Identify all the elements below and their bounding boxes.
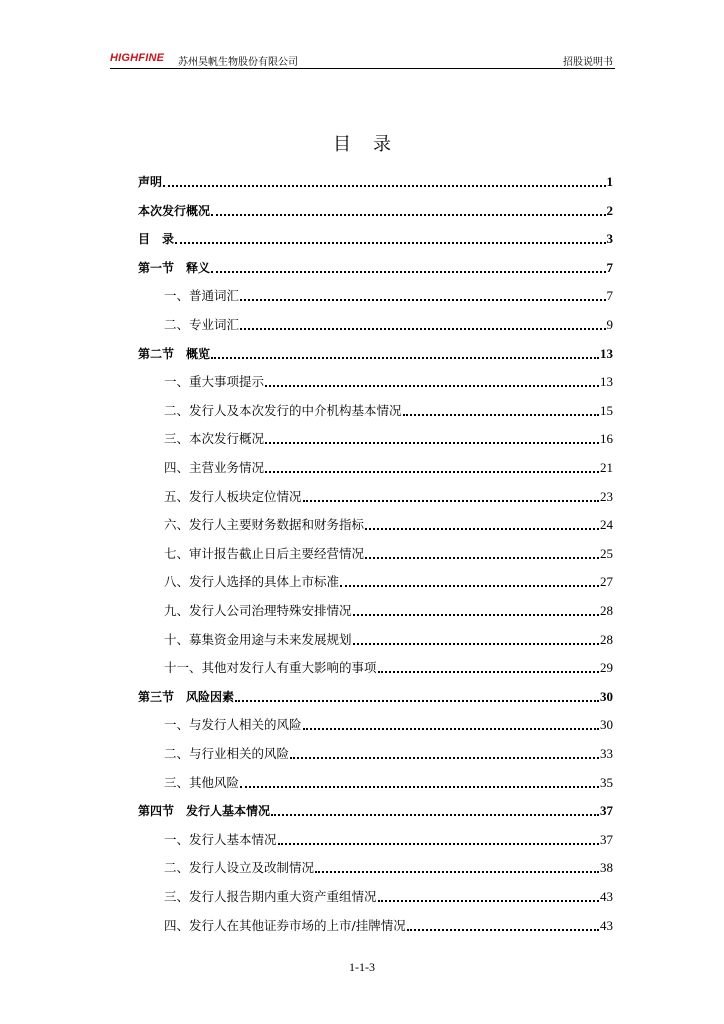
toc-leader-dots — [211, 353, 599, 359]
toc-leader-dots — [211, 267, 605, 273]
toc-leader-dots — [265, 381, 599, 387]
toc-entry-label: 二、专业词汇 — [164, 317, 240, 332]
page-title: 目录 — [333, 134, 413, 155]
toc-entry-label: 第二节 概览 — [138, 346, 211, 361]
toc-entry-page: 27 — [600, 574, 613, 590]
toc-section-entry[interactable] — [138, 656, 613, 676]
toc-leader-dots — [303, 724, 599, 730]
toc-entry-label: 五、发行人板块定位情况 — [164, 488, 302, 504]
page-number: 1-1-3 — [349, 960, 375, 974]
toc-leader-dots — [315, 867, 599, 873]
toc-entry-page: 13 — [600, 345, 613, 361]
toc-entry-label: 十一、其他对发行人有重大影响的事项 — [164, 660, 377, 676]
toc-section-entry[interactable] — [138, 370, 613, 390]
toc-section-entry[interactable] — [138, 914, 613, 934]
company-name: 苏州昊帆生物股份有限公司 — [178, 57, 298, 68]
toc-section-entry[interactable] — [138, 742, 613, 762]
toc-entry-page: 24 — [600, 517, 613, 533]
toc-entry-label: 第三节 风险因素 — [138, 689, 235, 704]
toc-entry-page: 25 — [600, 545, 613, 561]
toc-leader-dots — [403, 410, 599, 416]
toc-leader-dots — [265, 438, 599, 444]
toc-section-entry[interactable] — [138, 427, 613, 447]
toc-entry-page: 37 — [600, 803, 613, 819]
toc-leader-dots — [365, 524, 599, 530]
toc-leader-dots — [353, 610, 599, 616]
toc-entry-page: 2 — [606, 202, 613, 218]
toc-leader-dots — [240, 295, 605, 301]
toc-entry-page: 35 — [600, 774, 613, 790]
toc-entry-page: 3 — [606, 231, 613, 247]
toc-section-entry[interactable] — [138, 570, 613, 590]
toc-leader-dots — [235, 696, 599, 702]
toc-entry-label: 十、募集资金用途与未来发展规划 — [164, 631, 352, 647]
toc-chapter-entry[interactable] — [138, 685, 613, 705]
toc-leader-dots — [211, 210, 605, 216]
toc-entry-page: 30 — [600, 688, 613, 704]
toc-entry-page: 43 — [600, 917, 613, 933]
toc-section-entry[interactable] — [138, 399, 613, 419]
toc-entry-label: 一、重大事项提示 — [164, 374, 265, 390]
toc-entry-label: 九、发行人公司治理特殊安排情况 — [164, 603, 352, 618]
toc-section-entry[interactable] — [138, 599, 613, 619]
toc-entry-page: 9 — [606, 317, 613, 332]
page-header — [110, 50, 615, 69]
toc-entry-label: 七、审计报告截止日后主要经营情况 — [164, 545, 365, 561]
toc-leader-dots — [240, 324, 605, 330]
toc-leader-dots — [365, 553, 599, 559]
toc-entry-page: 7 — [606, 259, 613, 275]
toc-entry-page: 33 — [600, 746, 613, 761]
toc-entry-page: 38 — [600, 860, 613, 876]
toc-entry-page: 13 — [600, 374, 613, 390]
toc-entry-page: 37 — [600, 831, 613, 847]
toc-entry-page: 28 — [600, 603, 613, 618]
toc-entry-page: 23 — [600, 488, 613, 504]
toc-chapter-entry[interactable] — [138, 799, 613, 819]
toc-leader-dots — [265, 467, 599, 473]
toc-entry-page: 28 — [600, 631, 613, 647]
toc-section-entry[interactable] — [138, 885, 613, 905]
toc-entry-page: 7 — [606, 288, 613, 304]
toc-section-entry[interactable] — [138, 856, 613, 876]
toc-entry-label: 四、主营业务情况 — [164, 460, 265, 475]
toc-entry-label: 一、发行人基本情况 — [164, 831, 277, 847]
toc-entry-label: 目 录 — [138, 232, 175, 247]
company-logo: HIGHFINE — [110, 52, 165, 64]
toc-entry-label: 声明 — [138, 175, 163, 189]
toc-entry-label: 六、发行人主要财务数据和财务指标 — [164, 517, 365, 533]
toc-entry-label: 四、发行人在其他证券市场的上市/挂牌情况 — [164, 917, 406, 933]
toc-chapter-entry[interactable] — [138, 170, 613, 190]
toc-section-entry[interactable] — [138, 771, 613, 791]
toc-entry-label: 二、与行业相关的风险 — [164, 746, 290, 761]
toc-leader-dots — [271, 810, 599, 816]
toc-entry-page: 21 — [600, 460, 613, 475]
toc-entry-page: 1 — [606, 174, 613, 189]
toc-leader-dots — [163, 181, 605, 187]
toc-chapter-entry[interactable] — [138, 256, 613, 276]
toc-entry-page: 29 — [600, 660, 613, 676]
toc-leader-dots — [378, 896, 599, 902]
toc-chapter-entry[interactable] — [138, 227, 613, 247]
toc-section-entry[interactable] — [138, 284, 613, 304]
toc-section-entry[interactable] — [138, 828, 613, 848]
toc-section-entry[interactable] — [138, 713, 613, 733]
toc-leader-dots — [340, 581, 599, 587]
toc-entry-label: 本次发行概况 — [138, 203, 211, 218]
toc-leader-dots — [290, 753, 599, 759]
toc-section-entry[interactable] — [138, 628, 613, 648]
toc-section-entry[interactable] — [138, 456, 613, 476]
toc-entry-label: 第一节 释义 — [138, 260, 211, 275]
toc-leader-dots — [407, 925, 599, 931]
toc-leader-dots — [240, 782, 599, 788]
toc-entry-label: 一、普通词汇 — [164, 288, 240, 304]
toc-section-entry[interactable] — [138, 513, 613, 533]
toc-entry-label: 一、与发行人相关的风险 — [164, 717, 302, 733]
toc-entry-label: 三、本次发行概况 — [164, 431, 265, 447]
toc-entry-label: 二、发行人设立及改制情况 — [164, 860, 315, 876]
toc-entry-page: 15 — [600, 402, 613, 418]
toc-chapter-entry[interactable] — [138, 199, 613, 219]
toc-entry-label: 二、发行人及本次发行的中介机构基本情况 — [164, 402, 402, 418]
document-type: 招股说明书 — [563, 57, 613, 68]
toc-leader-dots — [303, 496, 599, 502]
toc-entry-label: 八、发行人选择的具体上市标准 — [164, 574, 340, 590]
toc-section-entry[interactable] — [138, 313, 613, 333]
toc-entry-page: 43 — [600, 889, 613, 904]
toc-entry-label: 三、其他风险 — [164, 774, 240, 790]
toc-section-entry[interactable] — [138, 485, 613, 505]
toc-leader-dots — [278, 839, 599, 845]
toc-entry-label: 第四节 发行人基本情况 — [138, 804, 271, 819]
toc-entry-page: 30 — [600, 717, 613, 733]
toc-entry-page: 16 — [600, 431, 613, 447]
toc-leader-dots — [175, 238, 605, 244]
toc-chapter-entry[interactable] — [138, 342, 613, 362]
toc-entry-label: 三、发行人报告期内重大资产重组情况 — [164, 889, 377, 904]
toc-leader-dots — [353, 639, 599, 645]
toc-section-entry[interactable] — [138, 542, 613, 562]
toc-leader-dots — [378, 667, 599, 673]
